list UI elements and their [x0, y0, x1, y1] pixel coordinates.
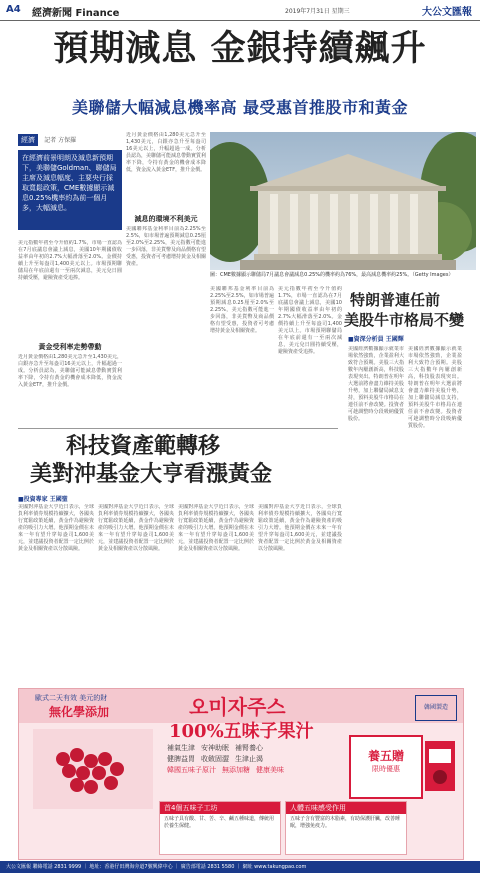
lead-box [18, 134, 122, 234]
ad-bullet-2: 無添加糖 [222, 766, 250, 774]
article3-col4: 美國對沖基金大亨近日表示，全球負利率債券規模持續擴大，各國央行寬鬆政策延續，黃金作為避險資產的吸引力大增。他預期金價在未來一年有望升穿每盎司1,600美元，並建議投資者配置一定比例於黃金及相關資產以分散風險。 [258, 504, 342, 552]
section-title: 經濟新聞 Finance [32, 8, 120, 19]
ad-feature-1: 補氣生津 [167, 744, 195, 752]
article1-subtitle2: 減息的環境不利美元 [134, 215, 198, 223]
section-divider [18, 428, 338, 429]
grape-cluster-icon [33, 729, 153, 809]
ad-bullet-1: 韓國五味子原汁 [167, 766, 216, 774]
ad-brand-top: 歐式二天有效 美元的財 [35, 694, 108, 702]
page-footer: 大公文匯報 聯絡電話 2831 9999 ｜ 地址：香港仔田灣海旁道7號興偉中心 ｜ 廣告部電話 2831 5580 ｜ 網址 www.takungpao.com [0, 861, 480, 873]
article2-col1: 美國經濟數據顯示就業市場依然強勁，企業盈利大致符合預期。美股三大指數年內屢創新高，科技股表現突出。特朗普在明年大選前將會盡力維持美股升勢，加上聯儲局減息支持，預料美股牛市格局在連任前不會改變。投資者可趁調整時分段吸納優質股份。 [348, 346, 404, 422]
article1-col4: 美國聯邦基金利率目前為2.25%至2.5%，如市場普遍預期減息0.25厘至2.0%至2.25%，美元指數可能進一步回落，非美貨幣及商品價格有望受惠，投資者可考慮增持黃金及相關資產。 [210, 286, 274, 334]
ad-features [167, 743, 327, 776]
ad-box-1-title: 首4個五味子工坊 [160, 802, 280, 814]
lead-reporter: 記者 方保羅 [44, 137, 77, 144]
article2-title-line2: 美股牛市格局不變 [344, 311, 465, 329]
ad-offer-box [349, 735, 423, 799]
main-subhead: 美聯儲大幅減息機率高 最受惠首推股市和黃金 [71, 98, 409, 117]
ad-box-2-title: 人體五味感受作用 [286, 802, 406, 814]
ad-feature-3: 補腎養心 [235, 744, 263, 752]
ad-offer-sub: 限時優惠 [372, 765, 400, 773]
issue-date: 2019年7月31日 星期三 [285, 8, 350, 15]
article3-byline: ■投資專家 王國聖 [18, 496, 68, 503]
product-box-icon [423, 739, 457, 793]
article3-col3: 美國對沖基金大亨近日表示，全球負利率債券規模持續擴大，各國央行寬鬆政策延續，黃金作為避險資產的吸引力大增。他預期金價在未來一年有望升穿每盎司1,600美元，並建議投資者配置一定比例於黃金及相關資產以分散風險。 [178, 504, 254, 552]
article1-col3: 美國聯邦基金利率目前為2.25%至2.5%，如市場普遍預期減息0.25厘至2.0%至2.25%，美元指數可能進一步回落，非美貨幣及商品價格有望受惠，投資者可考慮增持黃金及相關資產。 [126, 226, 206, 267]
article1-col1b: 近月黃金價格由1,280美元急升至1,430美元，白銀亦急升至每盎司16美元以上，升幅超過一成。分析員認為，美聯儲可能減息帶動實質利率下降，令持有黃金的機會成本降低，資金流入黃金ETF，推升金價。 [18, 354, 122, 388]
capitol-building-photo [210, 132, 476, 270]
ad-bullet-3: 健康美味 [256, 766, 284, 774]
ad-corner-logo: 韓國製造 [415, 695, 457, 721]
article2-col2: 美國經濟數據顯示就業市場依然強勁，企業盈利大致符合預期。美股三大指數年內屢創新高，科技股表現突出。特朗普在明年大選前將會盡力維持美股升勢，加上聯儲局減息支持，預料美股牛市格局在連任前不會改變。投資者可趁調整時分段吸納優質股份。 [408, 346, 462, 429]
photo-caption: 圖：CME數據顯示聯儲局7月議息會議減息0.25%的機率約為76%，最高減息機率約25%。（Getty Images） [210, 272, 454, 278]
article1-col2: 近月黃金價格由1,280美元急升至1,430美元，白銀亦急升至每盎司16美元以上，升幅超過一成。分析員認為，美聯儲可能減息帶動實質利率下降，令持有黃金的機會成本降低，資金流入黃金ETF，推升金價。 [126, 132, 206, 173]
advertisement [18, 688, 464, 860]
lead-tag: 經濟 [18, 134, 38, 146]
ad-title: 100%五味子果汁 [169, 721, 314, 742]
ad-box-2-text: 五味子含有豐富的木脂素，有助保護肝臟，改善睡眠，增強免疫力。 [290, 816, 401, 829]
ad-box-1 [159, 801, 281, 855]
article3-col2: 美國對沖基金大亨近日表示，全球負利率債券規模持續擴大，各國央行寬鬆政策延續，黃金作為避險資產的吸引力大增。他預期金價在未來一年有望升穿每盎司1,600美元，並建議投資者配置一定比例於黃金及相關資產以分散風險。 [98, 504, 174, 552]
ad-title-kr: 오미자주스 [189, 695, 286, 719]
article3-col1: 美國對沖基金大亨近日表示，全球負利率債券規模持續擴大，各國央行寬鬆政策延續，黃金作為避險資產的吸引力大增。他預期金價在未來一年有望升穿每盎司1,600美元，並建議投資者配置一定比例於黃金及相關資產以分散風險。 [18, 504, 94, 552]
article1-col1: 美元指數年初至今升值約1.7%，市場一直認為在7月底議息會議上減息，美國10年期國債收益率由年初的2.7%大幅滑落至2.0%。金價持續上升至每盎司1,400美元以上。市場預期聯儲局在年底前還有一至兩次減息，美元兌日圓持續受壓，避險資產受追捧。 [18, 240, 122, 281]
main-headline: 預期減息 金銀持續飆升 [53, 28, 427, 69]
ad-box-1-text: 五味子具有酸、甘、苦、辛、鹹五種味道，傳統用於養生保健。 [164, 816, 275, 829]
page-header [0, 0, 480, 21]
article2-title-line1: 特朗普連任前 [350, 291, 441, 309]
article3-title-line2: 美對沖基金大亨看漲黃金 [30, 461, 273, 487]
article1-col5: 美元指數年初至今升值約1.7%，市場一直認為在7月底議息會議上減息，美國10年期國債收益率由年初的2.7%大幅滑落至2.0%。金價持續上升至每盎司1,400美元以上。市場預期聯儲局在年底前還有一至兩次減息，美元兌日圓持續受壓，避險資產受追捧。 [278, 286, 342, 355]
ad-feature-4: 健脾益胃 [167, 755, 195, 763]
ad-brand-sub: 無化學添加 [49, 705, 110, 719]
ad-box-2 [285, 801, 407, 855]
article2-byline: ■資深分析員 王國輝 [348, 336, 404, 343]
lead-text: 在經濟前景明朗及減息新預期下，美聯儲Goldman、聯儲局主席及減息幅度、主要央行採取寬鬆政策，CME數據顯示減息0.25%機率約為前一個月多，大幅減息。 [18, 150, 122, 230]
ad-offer-title: 養五贈 [367, 749, 404, 763]
ad-feature-2: 安神助眠 [201, 744, 229, 752]
ad-feature-6: 生津止渴 [235, 755, 263, 763]
article1-subtitle1: 黃金受利率走勢帶動 [38, 343, 102, 351]
newspaper-logo: 大公文匯報 [422, 7, 472, 18]
ad-feature-5: 收斂固澀 [201, 755, 229, 763]
page-number: A4 [6, 4, 21, 15]
article3-title-line1: 科技資產範轉移 [66, 433, 221, 459]
